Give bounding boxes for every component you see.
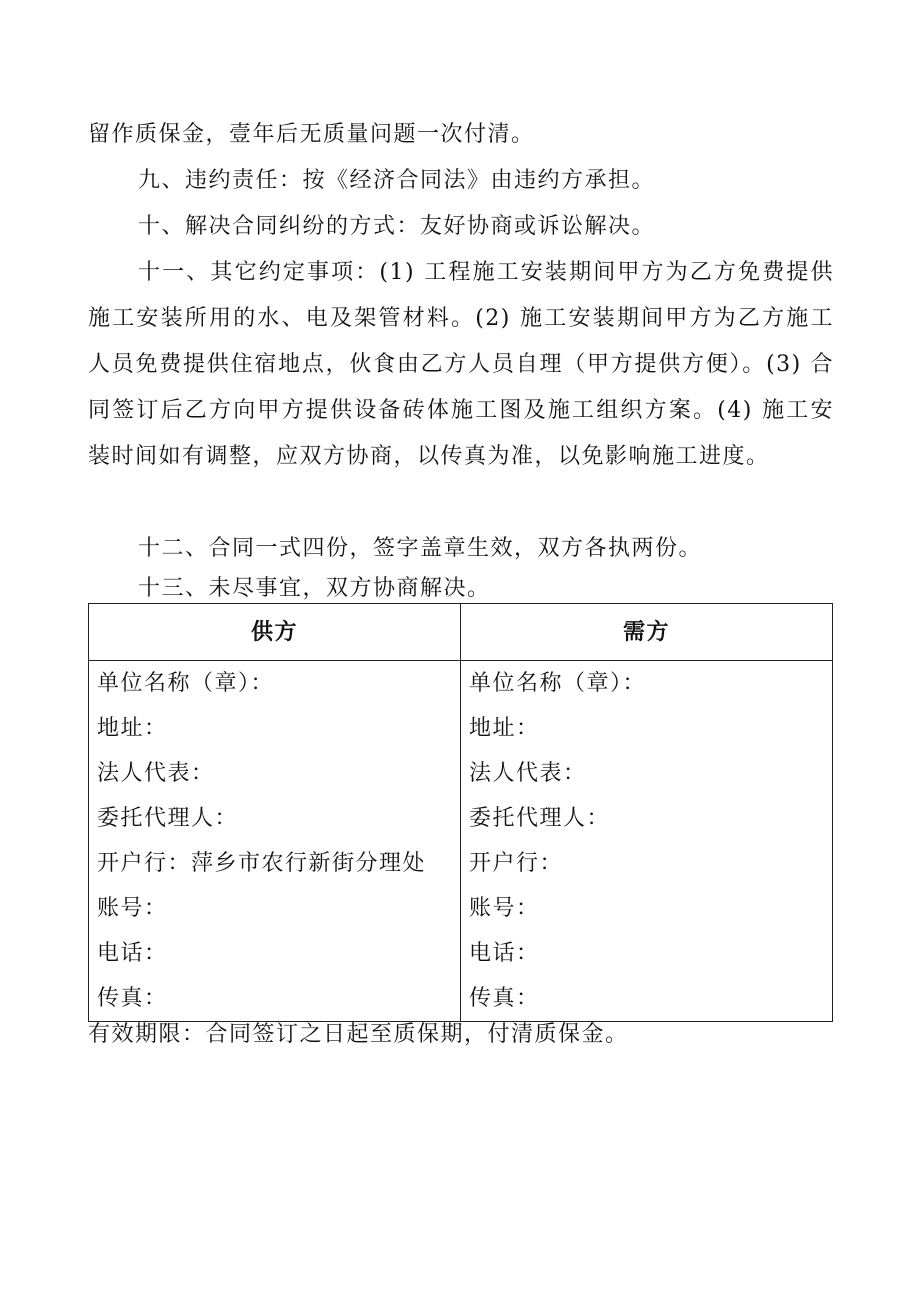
- supplier-phone: 电话：: [97, 941, 168, 966]
- buyer-phone: 电话：: [469, 941, 540, 966]
- buyer-fax: 传真：: [469, 986, 540, 1011]
- buyer-column: [461, 661, 833, 1022]
- buyer-agent: 委托代理人：: [469, 806, 611, 831]
- supplier-legal-rep: 法人代表：: [97, 761, 215, 786]
- supplier-fax: 传真：: [97, 986, 168, 1011]
- clause-warranty-continued: 留作质保金，壹年后无质量问题一次付清。: [88, 122, 535, 147]
- clause-11-other-terms: 十一、其它约定事项：(1) 工程施工安装期间甲方为乙方免费提供施工安装所用的水、电及架管材料。(2) 施工安装期间甲方为乙方施工人员免费提供住宿地点，伙食由乙方人员自理（甲方提供方便）。(3) 合同签订后乙方向甲方提供设备砖体施工图及施工组织方案。(4) 施工安装时间如有调整，应双方协商，以传真为准，以免影响施工进度。: [88, 260, 834, 469]
- buyer-address: 地址：: [469, 716, 540, 741]
- supplier-company-name: 单位名称（章）：: [97, 671, 275, 696]
- supplier-agent: 委托代理人：: [97, 806, 239, 831]
- supplier-header: 供方: [89, 604, 461, 661]
- buyer-header: 需方: [461, 604, 833, 661]
- clause-10-dispute: 十、解决合同纠纷的方式：友好协商或诉讼解决。: [138, 214, 656, 239]
- supplier-bank: 开户行：萍乡市农行新街分理处: [97, 851, 427, 876]
- signature-table: [88, 603, 833, 1022]
- validity-period: 有效期限：合同签订之日起至质保期，付清质保金。: [88, 1022, 629, 1047]
- supplier-address: 地址：: [97, 716, 168, 741]
- buyer-company-name: 单位名称（章）：: [469, 671, 647, 696]
- supplier-account: 账号：: [97, 896, 168, 921]
- buyer-account: 账号：: [469, 896, 540, 921]
- buyer-bank: 开户行：: [469, 851, 564, 876]
- supplier-column: [89, 661, 461, 1022]
- buyer-legal-rep: 法人代表：: [469, 761, 587, 786]
- clause-12-copies: 十二、合同一式四份，签字盖章生效，双方各执两份。: [138, 536, 703, 561]
- clause-13-unresolved: 十三、未尽事宜，双方协商解决。: [138, 576, 491, 601]
- clause-9-liability: 九、违约责任：按《经济合同法》由违约方承担。: [138, 168, 656, 193]
